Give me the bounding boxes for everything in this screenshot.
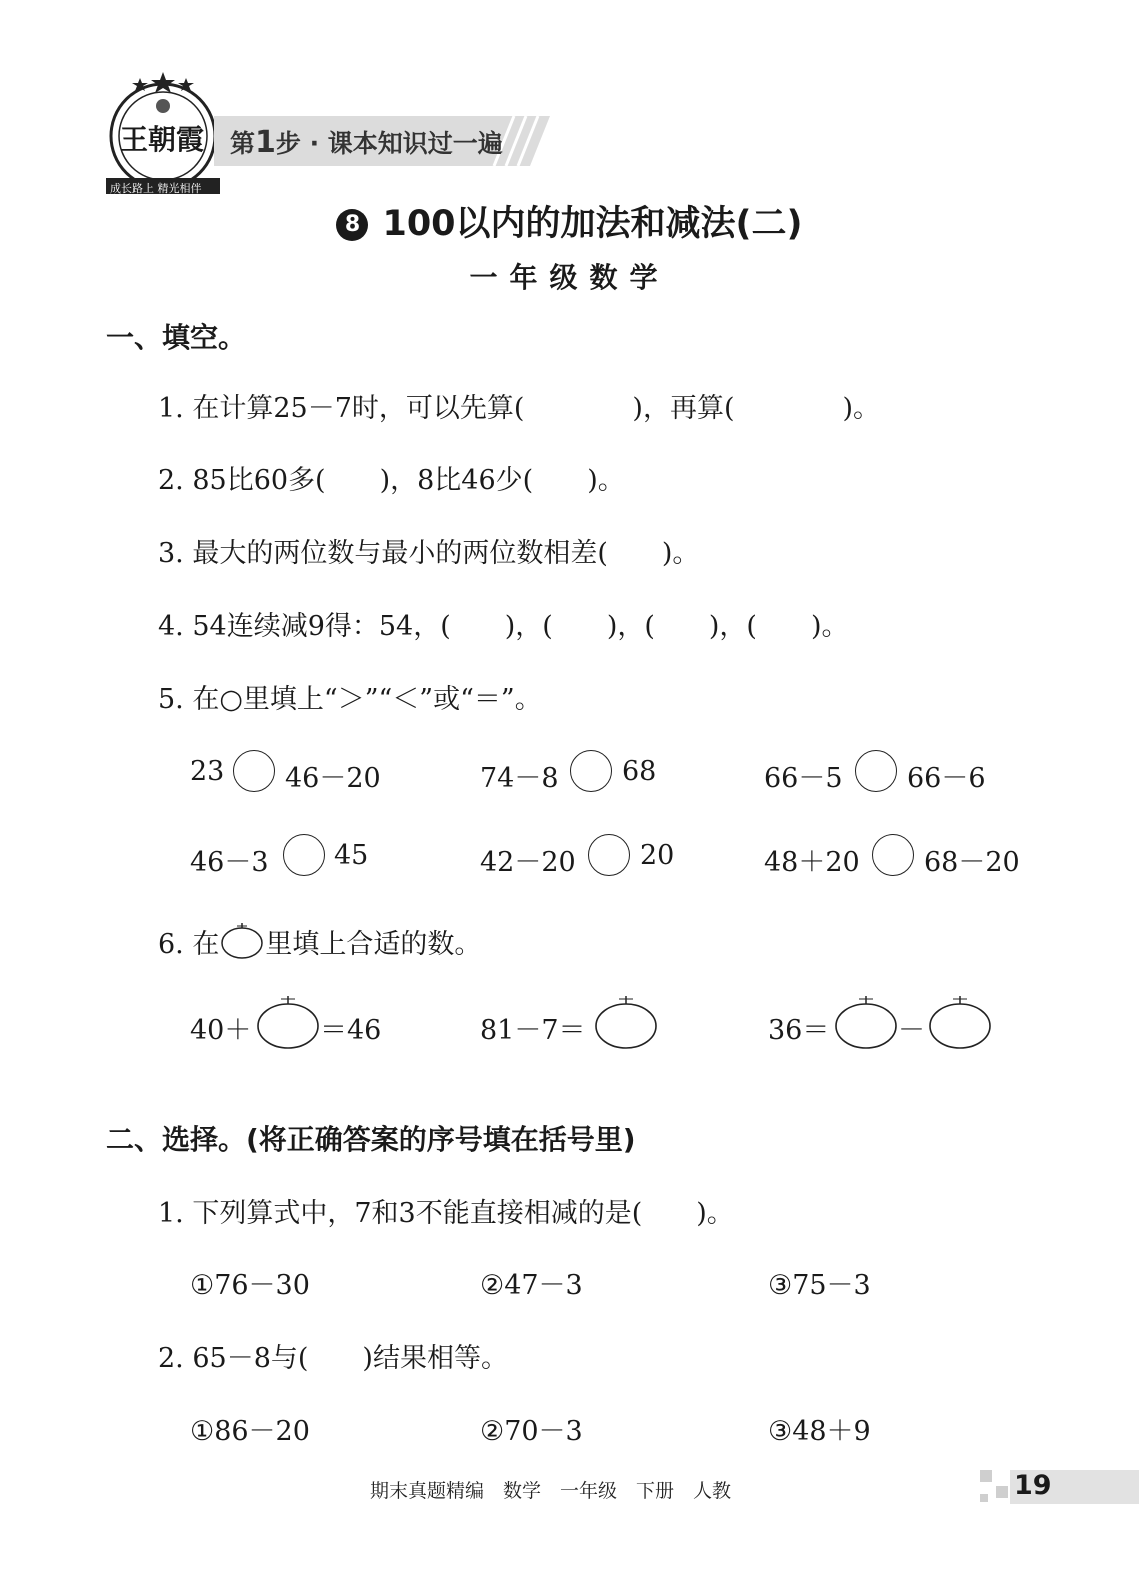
- question-1-3: 3. 最大的两位数与最小的两位数相差( )。: [158, 538, 700, 569]
- compare-right: 68: [622, 756, 657, 787]
- compare-circle[interactable]: [872, 834, 914, 876]
- title-text: 100以内的加法和减法(二): [382, 204, 803, 244]
- compare-left: 46－3: [190, 847, 269, 878]
- unit-badge: 8: [336, 209, 368, 241]
- compare-left: 66－5: [764, 763, 843, 794]
- apple-blank-icon[interactable]: [928, 994, 992, 1050]
- compare-right: 66－6: [907, 763, 986, 794]
- question-1-2: 2. 85比60多( )，8比46少( )。: [158, 465, 625, 496]
- question-1-1: 1. 在计算25－7时，可以先算( )，再算( )。: [158, 393, 881, 424]
- apple-blank-icon[interactable]: [256, 994, 320, 1050]
- question-1-5: 5. 在○里填上“＞”“＜”或“＝”。: [158, 684, 542, 715]
- footer-square: [996, 1486, 1008, 1498]
- compare-circle[interactable]: [233, 750, 275, 792]
- section-heading-fill: 一、填空。: [106, 321, 247, 354]
- option-item[interactable]: ②70－3: [480, 1416, 583, 1447]
- compare-right: 20: [640, 840, 675, 871]
- compare-right: 68－20: [924, 847, 1020, 878]
- equation-part: 81－7＝: [480, 1015, 586, 1046]
- option-item[interactable]: ②47－3: [480, 1270, 583, 1301]
- compare-circle[interactable]: [855, 750, 897, 792]
- compare-circle[interactable]: [570, 750, 612, 792]
- option-item[interactable]: ③75－3: [768, 1270, 871, 1301]
- step-suffix: 步 · 课本知识过一遍: [275, 129, 503, 158]
- step-label: [230, 124, 503, 160]
- question-1-4: 4. 54连续减9得：54，( )，( )，( )，( )。: [158, 611, 849, 642]
- equation-part: 40＋: [190, 1015, 252, 1046]
- equation-part: 36＝: [768, 1015, 830, 1046]
- step-number: 1: [255, 125, 276, 160]
- step-prefix: 第: [230, 129, 256, 158]
- section-heading-choice: 二、选择。(将正确答案的序号填在括号里): [106, 1123, 636, 1156]
- option-item[interactable]: ①76－30: [190, 1270, 310, 1301]
- equation-part: －: [898, 1015, 925, 1046]
- compare-left: 23: [190, 756, 225, 787]
- footer-square: [980, 1494, 988, 1502]
- footer-text: 期末真题精编 数学 一年级 下册 人教: [370, 1480, 732, 1502]
- apple-blank-icon[interactable]: [594, 994, 658, 1050]
- compare-left: 42－20: [480, 847, 576, 878]
- question-2-1: 1. 下列算式中，7和3不能直接相减的是( )。: [158, 1198, 734, 1229]
- logo-slogan: 成长路上 精光相伴: [110, 182, 202, 195]
- question-1-6: [158, 922, 481, 961]
- footer-square: [980, 1470, 992, 1482]
- compare-circle[interactable]: [283, 834, 325, 876]
- page-title: [0, 196, 1139, 246]
- compare-left: 74－8: [480, 763, 559, 794]
- option-item[interactable]: ①86－20: [190, 1416, 310, 1447]
- q6-prefix: 6. 在: [158, 929, 220, 960]
- q6-suffix: 里填上合适的数。: [265, 929, 482, 960]
- compare-circle[interactable]: [588, 834, 630, 876]
- page-subtitle: 一年级数学: [469, 261, 670, 294]
- question-2-2: 2. 65－8与( )结果相等。: [158, 1343, 508, 1374]
- compare-right: 45: [334, 840, 369, 871]
- compare-right: 46－20: [285, 763, 381, 794]
- equation-part: ＝46: [320, 1015, 382, 1046]
- apple-icon: [219, 923, 265, 959]
- logo-text: 王朝霞: [120, 123, 205, 156]
- page-number: 19: [1014, 1470, 1052, 1501]
- compare-left: 48＋20: [764, 847, 860, 878]
- option-item[interactable]: ③48＋9: [768, 1416, 871, 1447]
- apple-blank-icon[interactable]: [834, 994, 898, 1050]
